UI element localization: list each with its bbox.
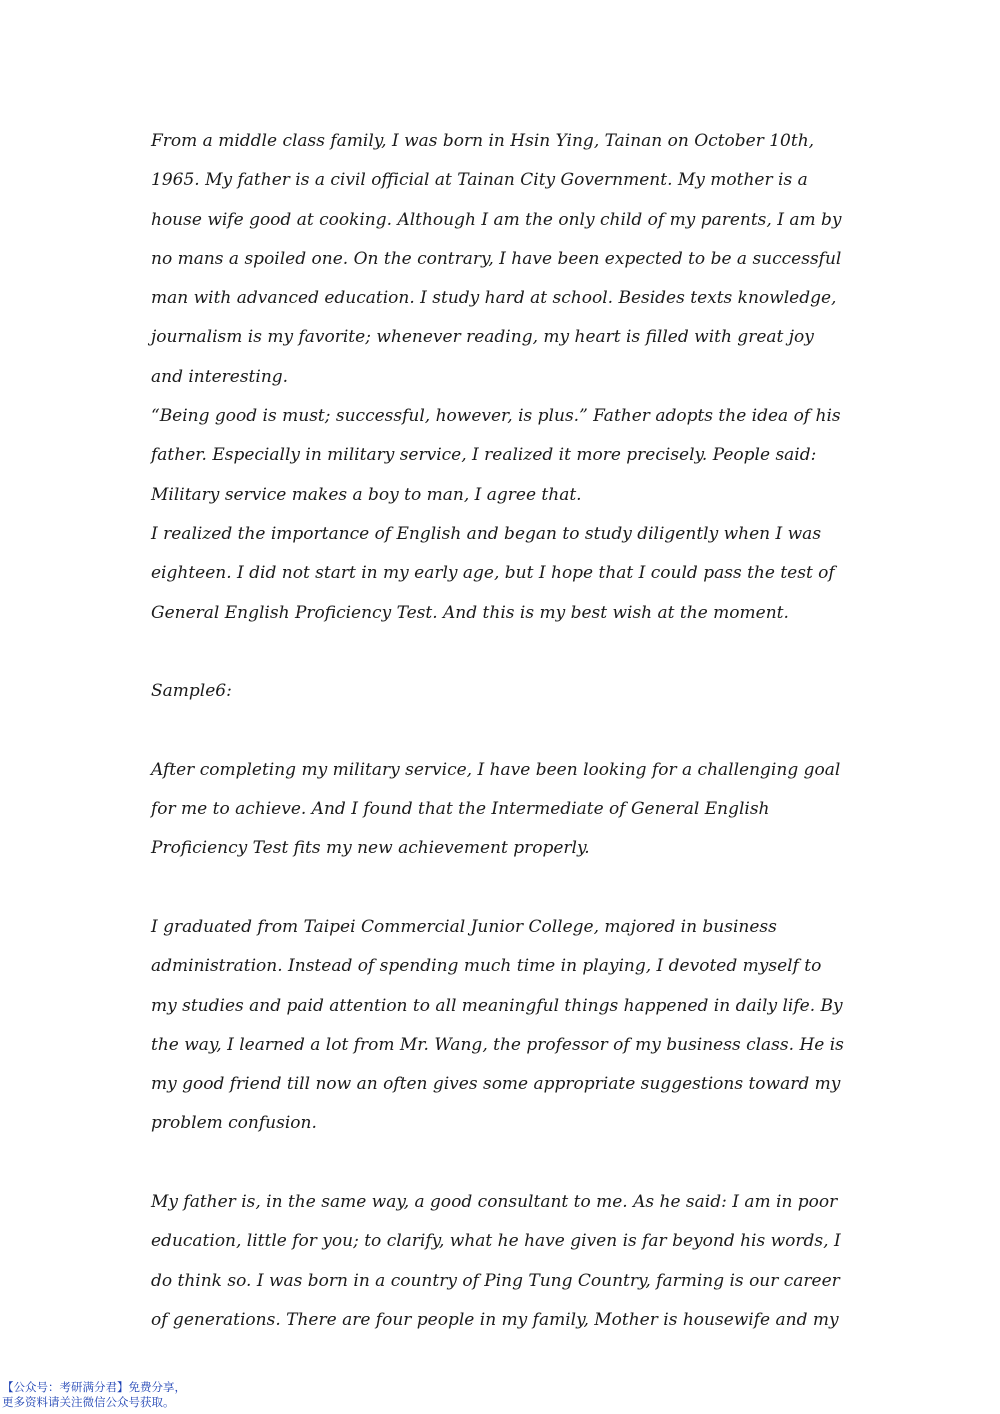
footer-line-1: 【公众号：考研满分君】免费分享， (2, 1380, 186, 1394)
paragraph-spacer (151, 1144, 849, 1183)
paragraph-family-background: From a middle class family, I was born in Hsin Ying, Tainan on October 10th, 1965. My father is a civil official at Tainan City Government. My mother is a house wife good at cooking. Although I am the only child of my parents, I am by no mans a spoiled one. On the contrary, I have been expected to be a successful man with advanced education. I study hard at school. Besides texts knowledge, journalism is my favorite; whenever reading, my heart is filled with great joy and interesting. (151, 131, 842, 387)
paragraph-spacer (151, 633, 849, 672)
section-heading-sample6: Sample6: (151, 681, 232, 702)
paragraph-father-quote: “Being good is must; successful, however, is plus.” Father adopts the idea of his father. Especially in military service, I realized it more precisely. People said: Military service makes a boy to man, I agree that. (151, 406, 841, 505)
document-body (151, 122, 849, 1340)
paragraph-english-study: I realized the importance of English and began to study diligently when I was eighteen. I did not start in my early age, but I hope that I could pass the test of General English Proficiency Test. And this is my best wish at the moment. (151, 523, 835, 623)
footer-watermark (2, 1380, 186, 1410)
footer-line-2: 更多资料请关注微信公众号获取。 (2, 1395, 175, 1409)
paragraph-spacer (151, 711, 849, 750)
paragraph-college: I graduated from Taipei Commercial Junior College, majored in business administration. Instead of spending much time in playing, I devoted myself to my studies and paid attention to all meaningful things happened in daily life. By the way, I learned a lot from Mr. Wang, the professor of my business class. He is my good friend till now an often gives some appropriate suggestions toward my problem confusion. (151, 916, 844, 1134)
paragraph-father-consultant: My father is, in the same way, a good consultant to me. As he said: I am in poor education, little for you; to clarify, what he have given is far beyond his words, I do think so. I was born in a country of Ping Tung Country, farming is our career of generations. There are four people in my family, Mother is housewife and my (151, 1192, 841, 1330)
paragraph-spacer (151, 869, 849, 908)
paragraph-military-goal: After completing my military service, I have been looking for a challenging goal for me to achieve. And I found that the Intermediate of General English Proficiency Test fits my new achievement properly. (151, 759, 841, 859)
